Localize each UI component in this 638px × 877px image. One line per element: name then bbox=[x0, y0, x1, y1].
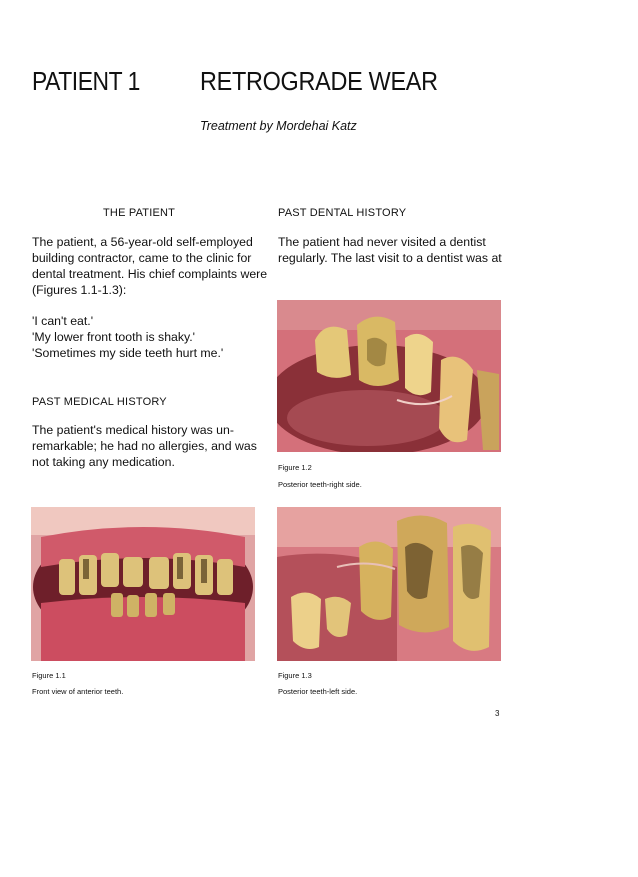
section-heading-the-patient: THE PATIENT bbox=[103, 207, 176, 219]
text-line: (Figures 1.1-1.3): bbox=[32, 283, 127, 297]
posterior-teeth-left-image bbox=[277, 507, 501, 661]
posterior-teeth-right-image bbox=[277, 300, 501, 452]
figure-1-2-label: Figure 1.2 bbox=[278, 463, 312, 472]
quote-line: 'I can't eat.' bbox=[32, 314, 94, 328]
text-line: The patient, a 56-year-old self-employed bbox=[32, 235, 253, 249]
section-heading-past-dental-history: PAST DENTAL HISTORY bbox=[278, 207, 407, 219]
past-medical-history-paragraph bbox=[32, 422, 272, 470]
figure-1-1-photo bbox=[31, 507, 255, 661]
text-line: regularly. The last visit to a dentist was at bbox=[278, 251, 502, 265]
page-number: 3 bbox=[495, 709, 500, 718]
text-line: building contractor, came to the clinic for bbox=[32, 251, 252, 265]
text-line: dental treatment. His chief complaints were bbox=[32, 267, 268, 281]
figure-1-3-caption: Posterior teeth-left side. bbox=[278, 687, 358, 696]
past-dental-history-paragraph bbox=[278, 234, 518, 266]
figure-1-1-label: Figure 1.1 bbox=[32, 671, 66, 680]
text-line: The patient's medical history was un- bbox=[32, 423, 234, 437]
text-line: not taking any medication. bbox=[32, 455, 175, 469]
section-heading-past-medical-history: PAST MEDICAL HISTORY bbox=[32, 396, 167, 408]
figure-1-3-photo bbox=[277, 507, 501, 661]
chief-complaints-quotes bbox=[32, 313, 223, 361]
byline: Treatment by Mordehai Katz bbox=[200, 119, 357, 133]
patient-label: PATIENT 1 bbox=[32, 66, 140, 96]
figure-1-1-caption: Front view of anterior teeth. bbox=[32, 687, 124, 696]
the-patient-paragraph bbox=[32, 234, 272, 298]
figure-1-2-photo bbox=[277, 300, 501, 452]
figure-1-2-caption: Posterior teeth-right side. bbox=[278, 480, 362, 489]
quote-line: 'Sometimes my side teeth hurt me.' bbox=[32, 346, 224, 360]
quote-line: 'My lower front tooth is shaky.' bbox=[32, 330, 196, 344]
anterior-teeth-image bbox=[31, 507, 255, 661]
text-line: remarkable; he had no allergies, and was bbox=[32, 439, 257, 453]
text-line: The patient had never visited a dentist bbox=[278, 235, 486, 249]
figure-1-3-label: Figure 1.3 bbox=[278, 671, 312, 680]
chapter-title: RETROGRADE WEAR bbox=[200, 66, 438, 96]
